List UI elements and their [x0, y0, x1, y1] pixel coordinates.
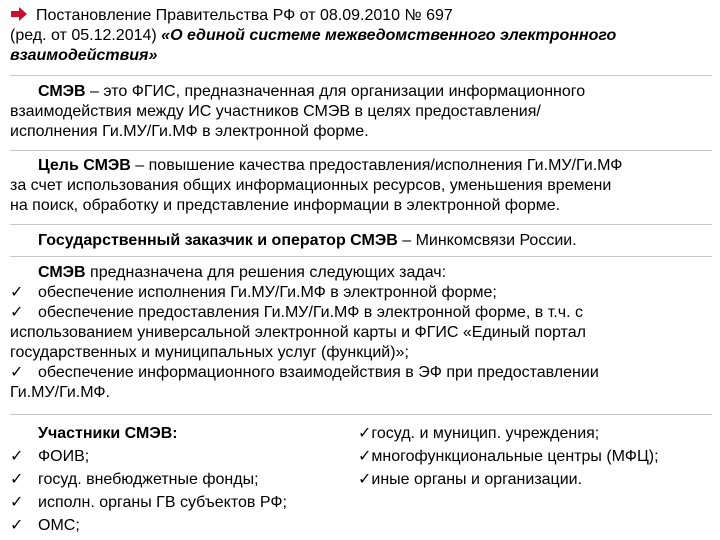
participants-right-column [358, 422, 712, 491]
title-line-1: Постановление Правительства РФ от 08.09.2010 № 697 [36, 7, 453, 24]
participant-item: многофункциональные центры (МФЦ); [371, 448, 659, 465]
check-icon: ✓ [358, 425, 372, 442]
goal-paragraph [10, 156, 712, 216]
title-line-2a: (ред. от 05.12.2014) [10, 27, 162, 44]
tasks-intro: предназначена для решения следующих задач: [85, 264, 447, 281]
participant-item: госуд. и муницип. учреждения; [371, 425, 600, 442]
task-item-2c: государственных и муниципальных услуг (функций)»; [10, 344, 409, 361]
definition-text-1: – это ФГИС, предназначенная для организации информационного [85, 83, 586, 100]
check-icon: ✓ [10, 471, 24, 488]
check-icon: ✓ [358, 471, 372, 488]
task-item-1: обеспечение исполнения Ги.МУ/Ги.МФ в электронной форме; [38, 284, 497, 301]
goal-text-3: на поиск, обработку и представление информации в электронной форме. [10, 197, 561, 214]
document-title [10, 6, 712, 66]
check-icon: ✓ [10, 304, 24, 321]
check-icon: ✓ [10, 517, 24, 534]
participants-left-column [10, 422, 360, 537]
task-item-2a: обеспечение предоставления Ги.МУ/Ги.МФ в электронной форме, в т.ч. с [38, 304, 583, 321]
separator [10, 75, 712, 76]
definition-text-3: исполнения Ги.МУ/Ги.МФ в электронной форме. [10, 123, 369, 140]
goal-text-1: – повышение качества предоставления/исполнения Ги.МУ/Ги.МФ [130, 157, 623, 174]
operator-text: – Минкомсвязи России. [397, 232, 577, 249]
check-icon: ✓ [10, 494, 24, 511]
check-icon: ✓ [10, 284, 24, 301]
check-icon: ✓ [10, 364, 24, 381]
separator [10, 150, 712, 151]
task-item-3b: Ги.МУ/Ги.МФ. [10, 384, 110, 401]
participant-item: иные органы и организации. [371, 471, 583, 488]
operator-paragraph [10, 231, 712, 251]
separator [10, 256, 712, 257]
title-line-2b: «О единой системе межведомственного электронного [161, 27, 617, 44]
check-icon: ✓ [10, 448, 24, 465]
tasks-term: СМЭВ [38, 264, 86, 281]
definition-paragraph [10, 82, 712, 142]
check-icon: ✓ [358, 448, 372, 465]
task-item-3a: обеспечение информационного взаимодействия в ЭФ при предоставлении [38, 364, 599, 381]
participant-item: ФОИВ; [38, 448, 90, 465]
arrow-bullet-icon [10, 7, 28, 21]
task-item-2b: использованием универсальной электронной карты и ФГИС «Единый портал [10, 324, 586, 341]
title-line-3: взаимодействия» [10, 47, 158, 64]
tasks-list [10, 263, 712, 403]
goal-text-2: за счет использования общих информационных ресурсов, уменьшения времени [10, 177, 612, 194]
participant-item: госуд. внебюджетные фонды; [38, 471, 259, 488]
participants-heading: Участники СМЭВ: [38, 425, 178, 442]
separator [10, 224, 712, 225]
operator-term: Государственный заказчик и оператор СМЭВ [38, 232, 398, 249]
participant-item: исполн. органы ГВ субъектов РФ; [38, 494, 287, 511]
separator [10, 414, 712, 415]
definition-term: СМЭВ [38, 83, 86, 100]
participant-item: ОМС; [38, 517, 80, 534]
definition-text-2: взаимодействия между ИС участников СМЭВ в целях предоставления/ [10, 103, 541, 120]
goal-term: Цель СМЭВ [38, 157, 131, 174]
